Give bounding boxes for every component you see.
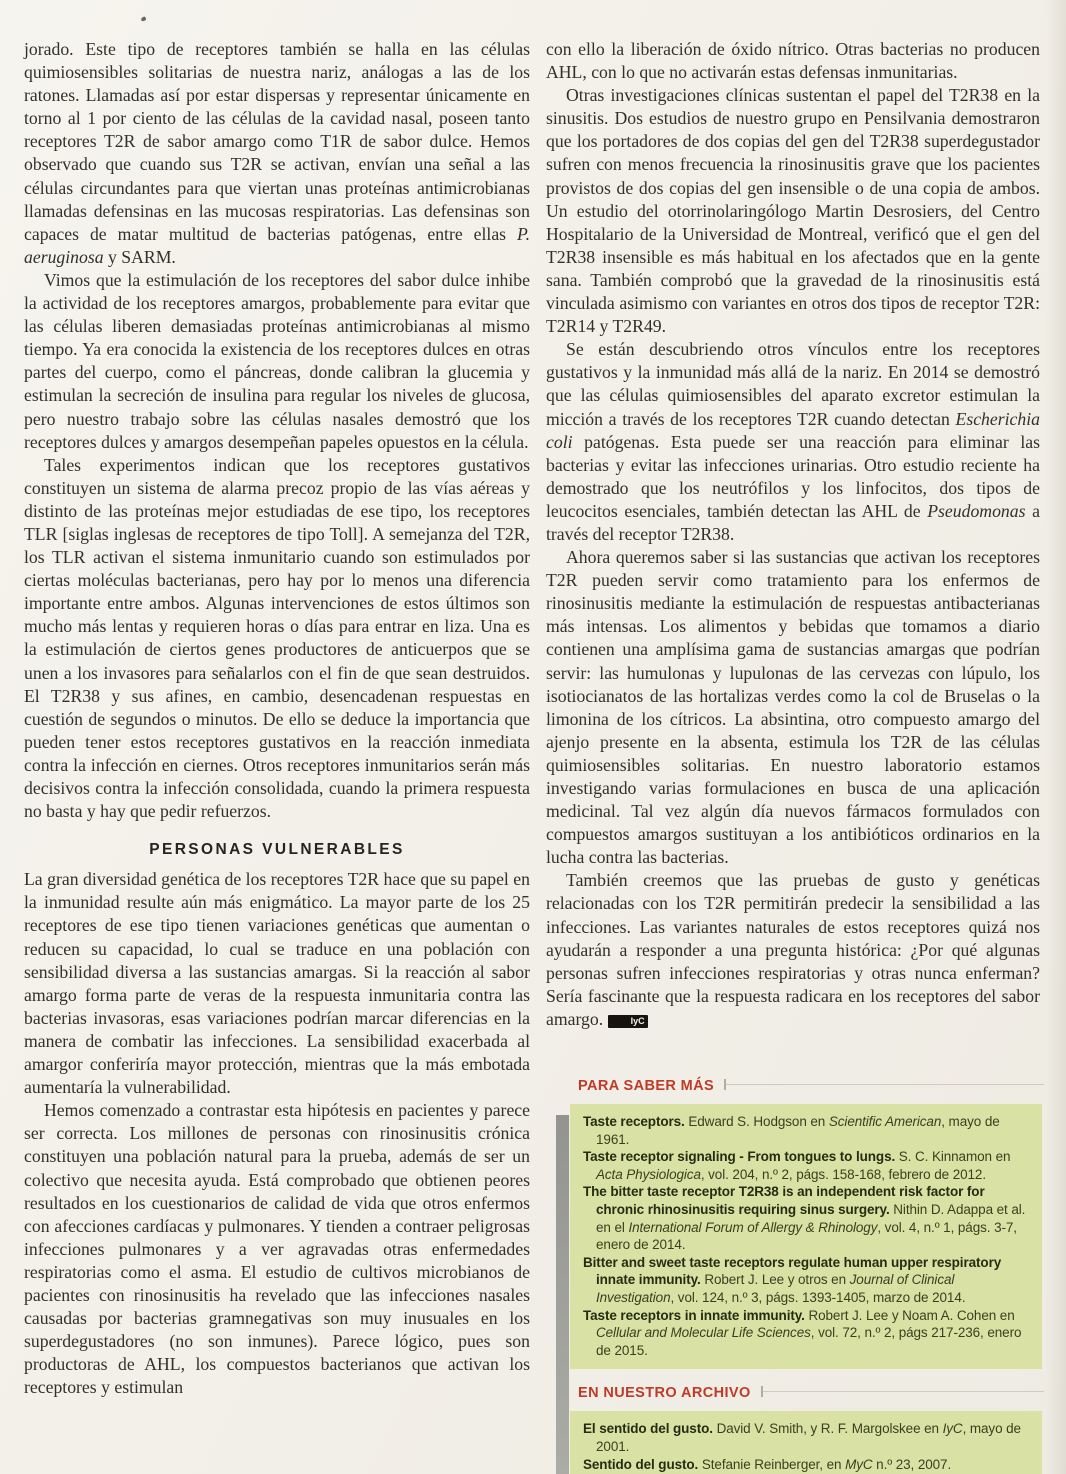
archive-heading	[578, 1385, 1048, 1403]
body-paragraph: Hemos comenzado a contrastar esta hipótesis en pacientes y parece ser correcta. Los millones de personas con rinosinusitis crónica constituyen una población natural para la prueba, además de ser un colectivo que necesita ayuda. Está comprobado que obtienen peores resultados en los cuestionarios de calidad de vida que otros enfermos con afecciones cardíacas y pulmonares. Y tienden a contraer peligrosas infecciones pulmonares y a ver agravadas otras enfermedades respiratorias como el asma. El estudio de cultivos microbianos de pacientes con rinosinusitis ha revelado que las infecciones nasales causadas por bacterias gramnegativas son muy inusuales en los superdegustadores (no son inmunes). Parece lógico, pues son productoras de AHL, los compuestos bacterianos que activan los receptores y estimulan	[24, 1100, 530, 1398]
body-paragraph: Ahora queremos saber si las sustancias que activan los receptores T2R pueden servir como tratamiento para los enfermos de rinosinusitis mediante la estimulación de respuestas antibacterianas más intensas. Los alimentos y bebidas que tomamos a diario contienen una amplísima gama de sustancias amargas que podrían servir: las humulonas y lupulonas de las cervezas con lúpulo, los isotiocianatos de las hortalizas verdes como la col de Bruselas o la limonina de los cítricos. La absintina, otro compuesto amargo del ajenjo presente en la absenta, estimula los T2R de las células quimiosensibles solitarias. En nuestro laboratorio estamos investigando varias formulaciones en busca de una aplicación medicinal. Tal vez algún día nuevos fármacos formulados con compuestos amargos sustituyan a los antibióticos ordinarios en la lucha contra las bacterias.	[546, 547, 1040, 868]
scan-speck	[140, 16, 146, 22]
body-paragraph: La gran diversidad genética de los receptores T2R hace que su papel en la inmunidad resulte aún más enigmático. La mayor parte de los 25 receptores de ese tipo tienen variaciones genéticas que aumentan o reducen su capacidad, lo cual se traduce en una población con sensibilidad diversa a las sustancias amargas. Si la reacción al sabor amargo forma parte de veras de la respuesta inmunitaria contra las bacterias invasoras, esas variaciones podrían marcar diferencias en la manera de combatir las infecciones. La sensibilidad exacerbada al amargor conferiría mayor protección, mientras que la más embotada aumentaría la vulnerabilidad.	[24, 869, 530, 1098]
body-paragraph: Tales experimentos indican que los receptores gustativos constituyen un sistema de alarma precoz propio de las vías aéreas y distinto de las proteínas mejor estudiadas de ese tipo, los receptores TLR [siglas inglesas de receptores de tipo Toll]. A semejanza del T2R, los TLR activan el sistema inmunitario cuando son estimulados por ciertas moléculas bacterianas, pero hay por lo menos una diferencia importante entre ambos. Algunas intervenciones de estos últimos son mucho más lentas y requieren horas o días para entrar en liza. Una es la estimulación de ciertos genes productores de anticuerpos que se unen a los invasores para señalarlos con el fin de que sean destruidos. El T2R38 y sus afines, en cambio, desencadenan respuestas en cuestión de segundos o minutos. De ello se deduce la importancia que pueden tener estos receptores gustativos en la reacción inmediata contra la infección en ciernes. Otros receptores inmunitarios serán más decisivos contra la infección consolidada, cuando la primera respuesta no basta y hay que pedir refuerzos.	[24, 454, 530, 822]
reference-entry: Taste receptors in innate immunity. Robert J. Lee y Noam A. Cohen en Cellular and Molecular Life Sciences, vol. 72, n.º 2, págs 217-236, enero de 2015.	[583, 1307, 1022, 1358]
paragraph-text: También creemos que las pruebas de gusto y genéticas relacionadas con los T2R permitirán predecir la sensibilidad a las infecciones. Las variantes naturales de estos receptores quizá nos ayudarán a responder a una pregunta histórica: ¿Por qué algunas personas sufren infecciones respiratorias y otras nunca enferman? Sería fascinante que la respuesta radicara en los receptores del sabor amargo.	[546, 870, 1040, 1029]
left-column	[24, 38, 530, 1399]
reference-entry: The bitter taste receptor T2R38 is an independent risk factor for chronic rhinosinusitis requiring sinus surgery. Nithin D. Adappa et al. en el International Forum of Allergy & Rhinology, vol. 4, n.º 1, págs. 3-7, enero de 2014.	[583, 1184, 1026, 1253]
heading-rule	[761, 1386, 1048, 1398]
body-paragraph: Otras investigaciones clínicas sustentan el papel del T2R38 en la sinusitis. Dos estudios de nuestro grupo en Pensilvania demostraron que los portadores de dos copias del gen del T2R38 superdegustador sufren con menos frecuencia la rinosinusitis grave que los pacientes provistos de dos copias del gen insensible o de una copia de ambos. Un estudio del otorrinolaringólogo Martin Desrosiers, del Centro Hospitalario de la Universidad de Montreal, verificó que el gen del T2R38 insensible es más habitual en los afectados que en la gente sana. También comprobó que la gravedad de la rinosinusitis está vinculada asimismo con variantes en otros dos tipos de receptor T2R: T2R14 y T2R49.	[546, 85, 1040, 337]
further-reading-title: PARA SABER MÁS	[578, 1078, 715, 1094]
section-heading: PERSONAS VULNERABLES	[149, 841, 405, 859]
body-paragraph: Vimos que la estimulación de los receptores del sabor dulce inhibe la actividad de los receptores amargos, probablemente para evitar que las células liberen demasiadas proteínas antimicrobianas al mismo tiempo. Ya era conocida la existencia de los receptores dulces en otras partes del cuerpo, como el páncreas, donde calibran la glucemia y estimulan la secreción de insulina para regular los niveles de glucosa, pero nuestro trabajo sobre las células nasales demostró que los receptores dulces y amargos desempeñan papeles opuestos en la célula.	[24, 269, 530, 452]
body-paragraph: jorado. Este tipo de receptores también se halla en las células quimiosensibles solitarias de nuestra nariz, análogas a las de los ratones. Llamadas así por estar dispersas y representar únicamente en torno al 1 por ciento de las células de la cavidad nasal, poseen tanto receptores T2R de sabor amargo como T1R de sabor dulce. Hemos observado que cuando sus T2R se activan, envían una señal a las células circundantes para que viertan unas proteínas antimicrobianas llamadas defensinas en las mucosas respiratorias. Las defensinas son capaces de matar multitud de bacterias patógenas, entre ellas P. aeruginosa y SARM.	[24, 39, 530, 267]
body-paragraph: con ello la liberación de óxido nítrico. Otras bacterias no producen AHL, con lo que no activarán estas defensas inmunitarias.	[546, 39, 1040, 83]
right-column	[546, 38, 1040, 1031]
reference-entry: Bitter and sweet taste receptors regulate human upper respiratory innate immunity. Robert J. Lee y otros en Journal of Clinical Investigation, vol. 124, n.º 3, págs. 1393-1405, marzo de 2014.	[583, 1254, 1002, 1305]
heading-rule	[724, 1079, 1048, 1091]
further-reading-heading	[578, 1078, 1048, 1096]
archive-entry: Sentido del gusto. Stefanie Reinberger, en MyC n.º 23, 2007.	[583, 1456, 952, 1472]
further-reading-area	[556, 1078, 1048, 1474]
end-of-article-mark: IyC	[608, 1015, 648, 1028]
reference-entry: Taste receptors. Edward S. Hodgson en Scientific American, mayo de 1961.	[583, 1114, 1000, 1147]
archive-box	[570, 1411, 1042, 1474]
archive-title: EN NUESTRO ARCHIVO	[578, 1385, 751, 1402]
archive-entry: El sentido del gusto. David V. Smith, y R. F. Margolskee en IyC, mayo de 2001.	[583, 1421, 1021, 1454]
reference-entry: Taste receptor signaling - From tongues to lungs. S. C. Kinnamon en Acta Physiologica, vol. 204, n.º 2, págs. 158-168, febrero de 2012.	[583, 1149, 1011, 1182]
further-reading-box	[570, 1104, 1042, 1369]
body-paragraph	[546, 869, 1040, 1031]
box-shadow-left	[556, 1115, 569, 1474]
body-paragraph: Se están descubriendo otros vínculos entre los receptores gustativos y la inmunidad más allá de la nariz. En 2014 se demostró que las células quimiosensibles del aparato excretor estimulan la micción a través de los receptores T2R cuando detectan Escherichia coli patógenas. Esta puede ser una reacción para eliminar las bacterias y evitar las infecciones urinarias. Otro estudio reciente ha demostrado que los neutrófilos y los linfocitos, dos tipos de leucocitos esenciales, también detectan las AHL de Pseudomonas a través del receptor T2R38.	[546, 339, 1040, 544]
